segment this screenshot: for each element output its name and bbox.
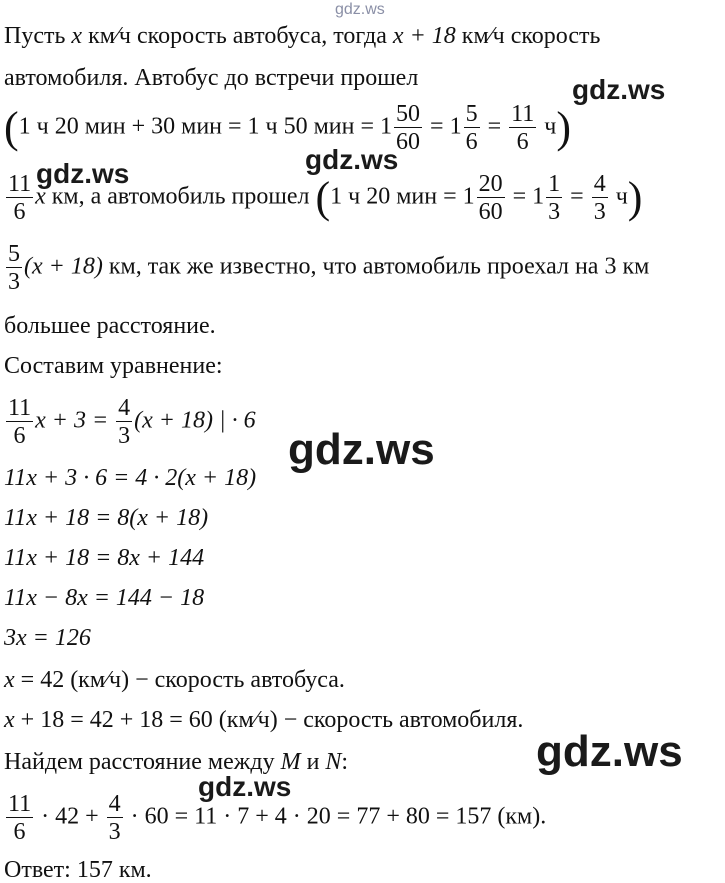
text-line-car-speed xyxy=(4,708,523,732)
text: · 42 + xyxy=(35,803,105,830)
denominator: 60 xyxy=(478,199,503,225)
denominator: 6 xyxy=(13,819,26,845)
text: км, так же известно, что автомобиль проехал на 3 км xyxy=(102,253,650,280)
numerator: 5 xyxy=(465,101,478,127)
denominator: 3 xyxy=(593,199,606,225)
fraction xyxy=(592,172,608,224)
text: : xyxy=(341,749,349,775)
answer-line: Ответ: 157 км. xyxy=(4,857,152,883)
fraction xyxy=(546,172,562,224)
paren-close: ) xyxy=(556,103,571,152)
text: 1 ч 20 мин + 30 мин = 1 ч 50 мин = 1 xyxy=(18,113,393,140)
text: ч xyxy=(609,183,628,210)
text: = 1 xyxy=(424,113,462,140)
fraction xyxy=(464,102,480,154)
text-line-3 xyxy=(4,102,571,154)
math-var: x xyxy=(35,183,46,210)
text: Пусть xyxy=(4,23,72,49)
text: · 60 = 11 · 7 + 4 · 20 = 77 + 80 = 157 (км). xyxy=(124,803,547,830)
watermark: gdz.ws xyxy=(288,425,435,474)
watermark-top: gdz.ws xyxy=(335,1,385,18)
text: = xyxy=(481,113,508,140)
text: км⁄ч скорость xyxy=(455,23,601,49)
fraction xyxy=(6,792,33,844)
equation-line-6: 3x = 126 xyxy=(4,625,91,651)
math-expr: (x + 18) | · 6 xyxy=(134,407,256,434)
denominator: 3 xyxy=(118,423,131,449)
text: и xyxy=(300,749,326,775)
numerator: 11 xyxy=(8,171,32,197)
fraction xyxy=(6,396,33,448)
equation-line-5: 11x − 8x = 144 − 18 xyxy=(4,585,205,611)
math-var: x xyxy=(71,23,83,49)
text: км⁄ч скорость автобуса, тогда xyxy=(82,23,393,49)
text: + 18 = 42 + 18 = 60 (км⁄ч) − скорость автомобиля. xyxy=(14,707,524,733)
text: = 1 xyxy=(506,183,545,210)
denominator: 6 xyxy=(13,423,26,449)
denominator: 3 xyxy=(108,819,121,845)
math-expr: x + 18 xyxy=(392,23,456,49)
math-var: N xyxy=(325,749,342,775)
numerator: 1 xyxy=(548,171,561,197)
watermark: gdz.ws xyxy=(536,727,683,776)
paren-open: ( xyxy=(4,103,19,152)
fraction xyxy=(477,172,505,224)
denominator: 3 xyxy=(548,199,561,225)
numerator: 20 xyxy=(478,171,503,197)
equation-line-3: 11x + 18 = 8(x + 18) xyxy=(4,505,209,531)
numerator: 4 xyxy=(108,791,121,817)
denominator: 6 xyxy=(465,129,478,155)
fraction xyxy=(6,242,22,294)
text-line-7: Составим уравнение: xyxy=(4,353,223,379)
denominator: 60 xyxy=(396,129,421,155)
text-line-5 xyxy=(4,242,649,294)
paren-open: ( xyxy=(315,173,331,222)
numerator: 11 xyxy=(511,101,535,127)
paren-close: ) xyxy=(627,173,643,222)
math-var: M xyxy=(280,749,301,775)
watermark: gdz.ws xyxy=(305,144,399,175)
watermark: gdz.ws xyxy=(198,771,292,802)
denominator: 6 xyxy=(516,129,529,155)
text: Найдем расстояние между xyxy=(4,749,281,775)
text-line-distance xyxy=(4,750,348,774)
fraction xyxy=(6,172,33,224)
math-var: x xyxy=(4,667,15,693)
watermark: gdz.ws xyxy=(572,74,666,105)
math-expr: x + 3 = xyxy=(35,407,115,434)
fraction xyxy=(116,396,132,448)
numerator: 11 xyxy=(8,791,32,817)
math-expr: (x + 18) xyxy=(24,253,103,280)
numerator: 5 xyxy=(8,241,20,267)
text: = 42 (км⁄ч) − скорость автобуса. xyxy=(14,667,345,693)
fraction xyxy=(509,102,536,154)
text-line-2: автомобиля. Автобус до встречи прошел xyxy=(4,65,419,91)
numerator: 4 xyxy=(118,395,131,421)
fraction xyxy=(107,792,123,844)
equation-line-4: 11x + 18 = 8x + 144 xyxy=(4,545,205,571)
text-line-bus-speed xyxy=(4,668,345,692)
text: 1 ч 20 мин = 1 xyxy=(330,183,475,210)
denominator: 6 xyxy=(13,199,26,225)
equation-line-2: 11x + 3 · 6 = 4 · 2(x + 18) xyxy=(4,465,257,491)
numerator: 4 xyxy=(593,171,606,197)
watermark: gdz.ws xyxy=(36,158,130,189)
equation-line-1 xyxy=(4,396,256,448)
text: ч xyxy=(538,113,557,140)
text-line-6: большее расстояние. xyxy=(4,313,216,339)
numerator: 11 xyxy=(8,395,32,421)
numerator: 50 xyxy=(396,101,421,127)
denominator: 3 xyxy=(8,269,20,295)
text: = xyxy=(564,183,590,210)
text-line-1 xyxy=(4,24,600,48)
math-var: x xyxy=(4,707,15,733)
text: км, а автомобиль прошел xyxy=(45,183,316,210)
